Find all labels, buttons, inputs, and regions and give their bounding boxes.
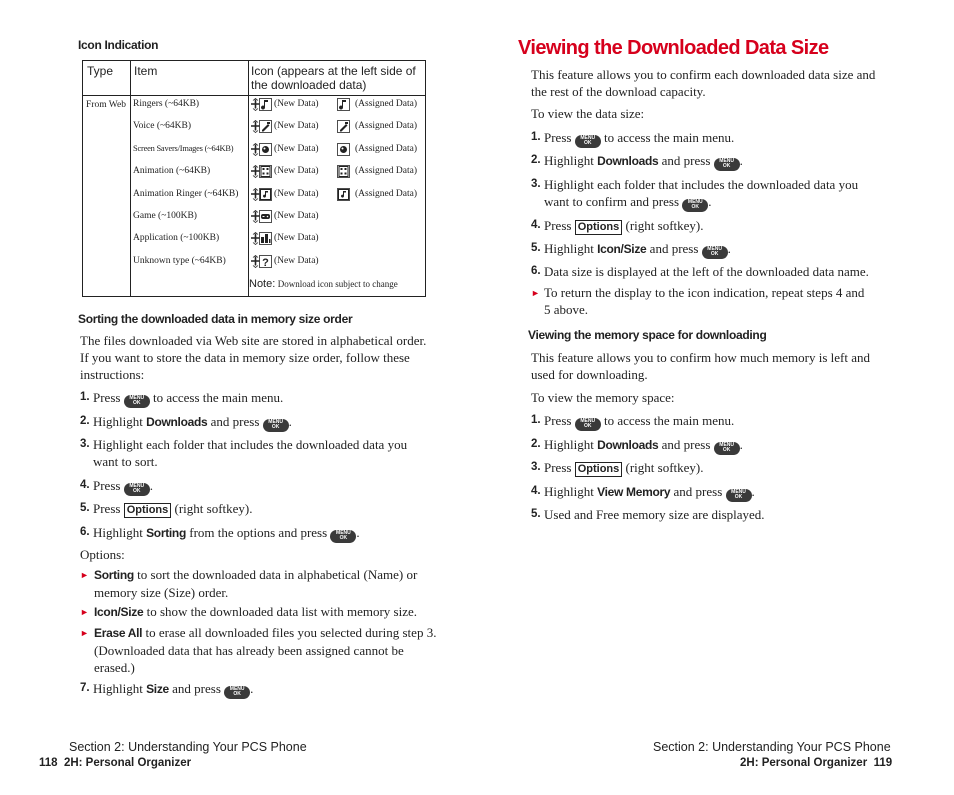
image-assigned-icon [337, 143, 350, 156]
step-number: 2. [531, 438, 541, 450]
right-to-view: To view the data size: [531, 106, 645, 121]
menu-ok-key-icon: MENU OK [575, 418, 601, 431]
step-text: Used and Free memory size are displayed. [544, 507, 765, 522]
step-text: Press [544, 130, 572, 145]
assigned-data-label: (Assigned Data) [355, 144, 417, 154]
bullet-arrow-icon: ► [80, 570, 89, 580]
option-item [94, 624, 439, 676]
options-softkey-icon: Options [124, 503, 172, 518]
step-text: Press [93, 390, 121, 405]
bullet-arrow-icon: ► [80, 628, 89, 638]
note-text: To return the display to the icon indication, repeat steps 4 and [544, 285, 865, 300]
step-number: 1. [531, 131, 541, 143]
animation-icon [259, 165, 272, 178]
new-data-label: (New Data) [274, 166, 319, 176]
menu-ok-key-icon: MENU OK [124, 395, 150, 408]
new-data-label: (New Data) [274, 256, 319, 266]
item-cell: Game (~100KB) [133, 211, 197, 221]
step-text: Highlight [544, 484, 594, 499]
step-number: 3. [531, 461, 541, 473]
animation-ringer-icon [259, 188, 272, 201]
step-number: 4. [531, 485, 541, 497]
step-number: 5. [531, 508, 541, 520]
step-text: (right softkey). [625, 460, 704, 475]
animation-ringer-assigned-icon [337, 188, 350, 201]
step-number: 4. [80, 479, 90, 491]
step-text: . [356, 525, 360, 540]
voice-icon [259, 120, 272, 133]
step-text: to access the main menu. [152, 390, 284, 405]
item-cell: Screen Savers/Images (~64KB) [133, 144, 234, 153]
new-data-label: (New Data) [274, 233, 319, 243]
options-softkey-icon: Options [575, 220, 623, 235]
table-note [249, 278, 398, 290]
step-text: . [739, 153, 743, 168]
options-label: Options: [80, 547, 125, 562]
new-data-label: (New Data) [274, 144, 319, 154]
step-text: Highlight each folder that includes the downloaded data you [93, 437, 408, 452]
column-header-item: Item [134, 64, 158, 78]
step-text: . [727, 241, 731, 256]
step-text: Highlight [93, 414, 143, 429]
step-text: (right softkey). [174, 501, 253, 516]
left-footer-page: 118 2H: Personal Organizer [39, 757, 192, 769]
note-text: Download icon subject to change [277, 279, 398, 289]
step-text: want to confirm and press [544, 194, 680, 209]
option-item [94, 603, 439, 621]
step-text: Press [93, 501, 121, 516]
highlight-term: Downloads [597, 438, 659, 452]
step-number: 2. [80, 415, 90, 427]
right-intro: This feature allows you to confirm each downloaded data size and the rest of the download capacity. [531, 67, 876, 99]
step-text: Press [544, 413, 572, 428]
assigned-data-label: (Assigned Data) [355, 166, 417, 176]
animation-assigned-icon [337, 165, 350, 178]
step-number: 6. [531, 265, 541, 277]
step-text: Press [93, 478, 121, 493]
icon-indication-heading: Icon Indication [78, 38, 159, 52]
step-text: Highlight each folder that includes the downloaded data you [544, 177, 859, 192]
step-text: . [288, 414, 292, 429]
highlight-term: Sorting [146, 526, 186, 540]
menu-ok-key-icon: MENU OK [263, 419, 289, 432]
step-text: and press [649, 241, 699, 256]
item-cell: Voice (~64KB) [133, 121, 191, 131]
step-number: 6. [80, 526, 90, 538]
option-text: to erase all downloaded files you selected during step 3. [145, 625, 437, 640]
game-icon [259, 210, 272, 223]
step-number: 5. [531, 242, 541, 254]
step-text: . [751, 484, 755, 499]
step-text: and press [673, 484, 723, 499]
highlight-term: Sorting [94, 568, 134, 582]
ringer-assigned-icon [337, 98, 350, 111]
item-cell: Unknown type (~64KB) [133, 256, 226, 266]
menu-ok-key-icon: MENU OK [726, 489, 752, 502]
highlight-term: Downloads [597, 154, 659, 168]
menu-ok-key-icon: MENU OK [714, 158, 740, 171]
step-number: 2. [531, 154, 541, 166]
right-footer-section: Section 2: Understanding Your PCS Phone [653, 740, 891, 754]
memory-to-view: To view the memory space: [531, 390, 675, 405]
new-data-label: (New Data) [274, 189, 319, 199]
assigned-data-label: (Assigned Data) [355, 99, 417, 109]
step-text: . [739, 437, 743, 452]
menu-ok-key-icon: MENU OK [224, 686, 250, 699]
table-divider [130, 61, 131, 296]
step-number: 3. [531, 178, 541, 190]
sort-heading: Sorting the downloaded data in memory size order [78, 312, 353, 326]
menu-ok-key-icon: MENU OK [714, 442, 740, 455]
step-number: 4. [531, 219, 541, 231]
page-title: Viewing the Downloaded Data Size [518, 37, 829, 59]
option-text: memory size (Size) order. [94, 585, 229, 600]
item-cell: Ringers (~64KB) [133, 99, 200, 109]
bullet-arrow-icon: ► [531, 288, 540, 298]
option-item [94, 566, 439, 601]
step-text: and press [661, 153, 711, 168]
step-text: want to sort. [93, 454, 158, 469]
menu-ok-key-icon: MENU OK [330, 530, 356, 543]
menu-ok-key-icon: MENU OK [124, 483, 150, 496]
application-icon [259, 232, 272, 245]
new-data-label: (New Data) [274, 121, 319, 131]
note-text: 5 above. [544, 302, 589, 317]
step-text: and press [210, 414, 260, 429]
bullet-arrow-icon: ► [80, 607, 89, 617]
return-note [544, 284, 864, 318]
left-footer-section: Section 2: Understanding Your PCS Phone [69, 740, 307, 754]
note-label: Note: [249, 278, 276, 290]
step-text: Press [544, 460, 572, 475]
step-text: to access the main menu. [603, 130, 735, 145]
option-text: to sort the downloaded data in alphabetical (Name) or [137, 567, 418, 582]
step-text: (right softkey). [625, 218, 704, 233]
column-header-icon: Icon (appears at the left side of the downloaded data) [251, 64, 416, 92]
option-text: erased.) [94, 660, 135, 675]
svg-text:?: ? [262, 257, 269, 268]
step-text: . [708, 194, 712, 209]
menu-ok-key-icon: MENU OK [702, 246, 728, 259]
highlight-term: Icon/Size [94, 605, 144, 619]
image-icon [259, 143, 272, 156]
step-text: to access the main menu. [603, 413, 735, 428]
item-cell: Animation (~64KB) [133, 166, 211, 176]
highlight-term: Erase All [94, 626, 143, 640]
step-text: . [250, 681, 254, 696]
options-softkey-icon: Options [575, 462, 623, 477]
step-text: from the options and press [189, 525, 328, 540]
step-number: 3. [80, 438, 90, 450]
option-text: to show the downloaded data list with memory size. [146, 604, 418, 619]
step-text: Data size is displayed at the left of the downloaded data name. [544, 264, 869, 279]
step-number: 1. [531, 414, 541, 426]
menu-ok-key-icon: MENU OK [575, 135, 601, 148]
memory-heading: Viewing the memory space for downloading [528, 328, 767, 342]
column-header-type: Type [87, 64, 114, 78]
menu-ok-key-icon: MENU OK [682, 199, 708, 212]
new-data-label: (New Data) [274, 211, 319, 221]
highlight-term: Icon/Size [597, 242, 647, 256]
step-text: and press [661, 437, 711, 452]
step-text: and press [172, 681, 221, 696]
table-divider [83, 95, 425, 96]
option-text: (Downloaded data that has already been assigned cannot be [94, 643, 404, 658]
step-text: Highlight [93, 681, 143, 696]
assigned-data-label: (Assigned Data) [355, 121, 417, 131]
type-cell: From Web [86, 100, 126, 110]
assigned-data-label: (Assigned Data) [355, 189, 417, 199]
highlight-term: Downloads [146, 415, 208, 429]
step-text: Press [544, 218, 572, 233]
step-text: . [149, 478, 153, 493]
sort-intro: The files downloaded via Web site are stored in alphabetical order. If you want to store the data in memory size order, follow these instructions: [80, 333, 427, 382]
step-text: Highlight [544, 153, 594, 168]
step-text: Highlight [544, 437, 594, 452]
item-cell: Animation Ringer (~64KB) [133, 189, 239, 199]
step-text: Highlight [544, 241, 594, 256]
memory-intro: This feature allows you to confirm how much memory is left and used for downloading. [531, 350, 871, 382]
step-number: 7. [80, 682, 90, 694]
ringer-icon [259, 98, 272, 111]
unknown-icon [259, 255, 272, 268]
item-cell: Application (~100KB) [133, 233, 220, 243]
step-number: 5. [80, 502, 90, 514]
right-footer-page: 2H: Personal Organizer 119 [740, 757, 893, 769]
voice-assigned-icon [337, 120, 350, 133]
new-data-label: (New Data) [274, 99, 319, 109]
step-number: 1. [80, 391, 90, 403]
highlight-term: Size [146, 682, 169, 696]
step-text: Highlight [93, 525, 143, 540]
highlight-term: View Memory [597, 485, 671, 499]
